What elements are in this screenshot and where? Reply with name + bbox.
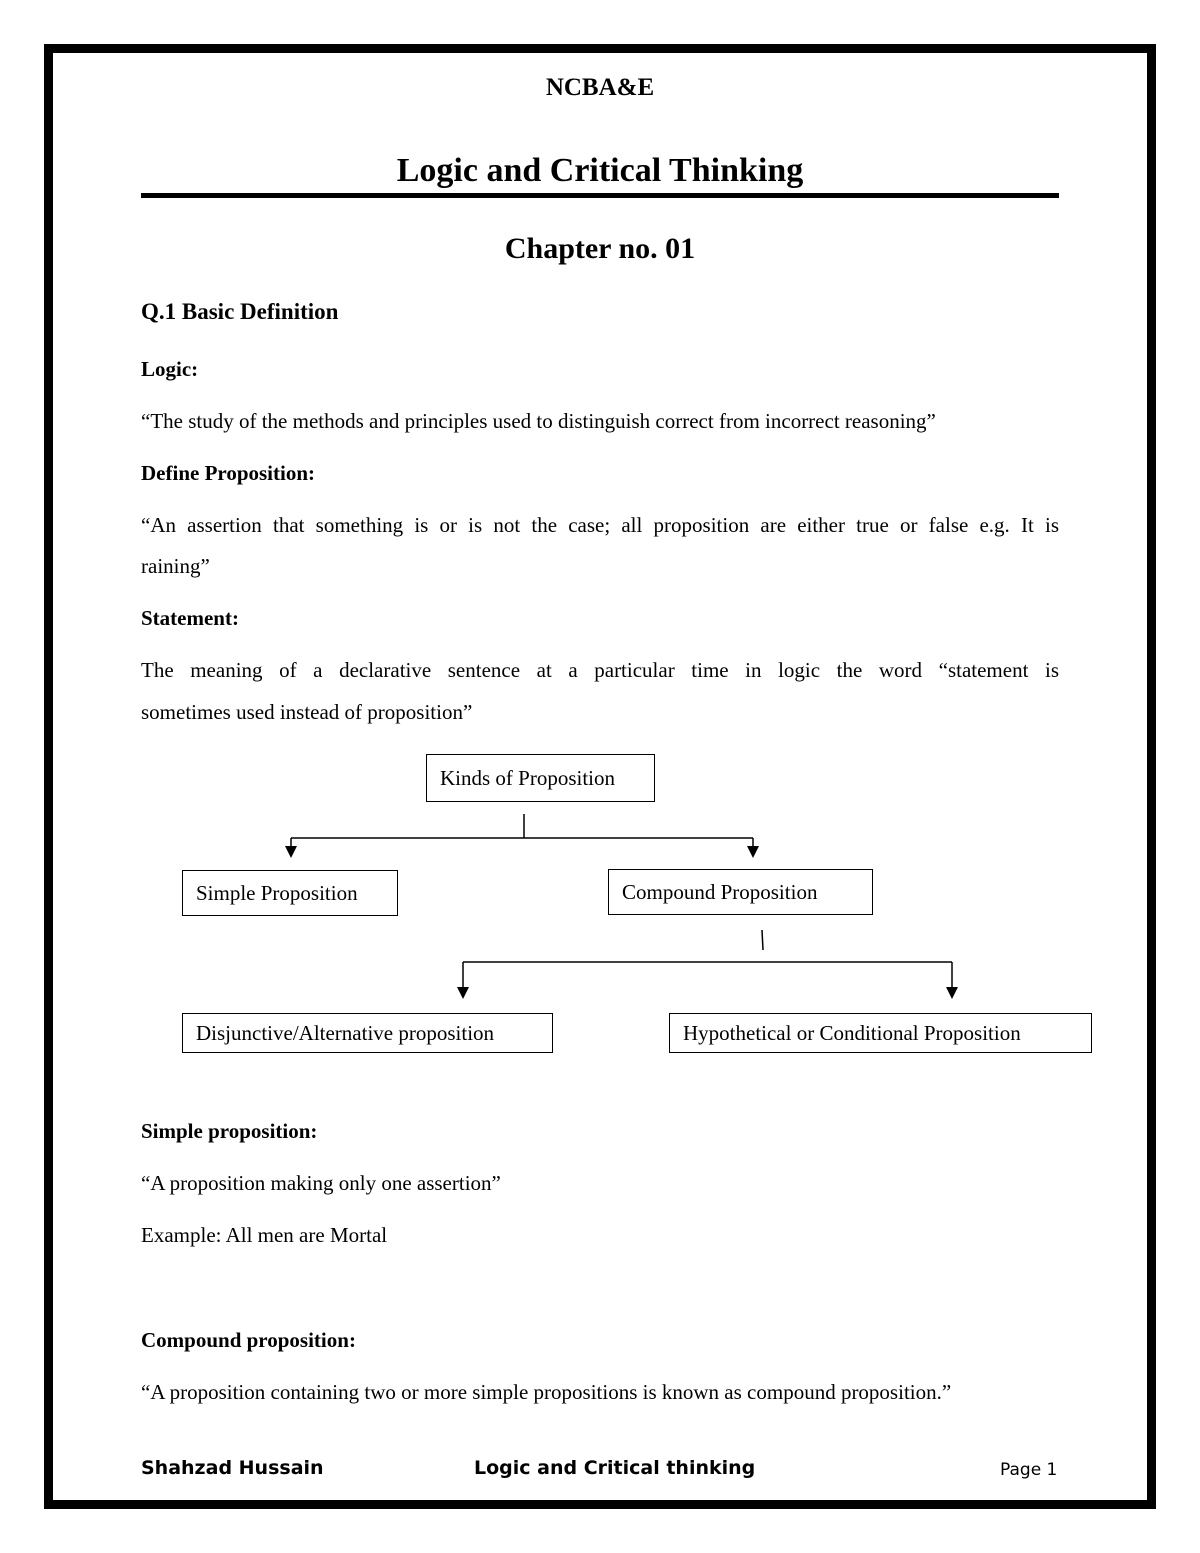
footer-subject: Logic and Critical thinking <box>474 1457 756 1479</box>
diagram-node-kinds-label: Kinds of Proposition <box>440 765 616 790</box>
logic-heading: Logic: <box>141 357 199 381</box>
diagram-node-hypothetical <box>669 1013 1092 1053</box>
statement-heading: Statement: <box>141 606 239 630</box>
institution-name: NCBA&E <box>545 74 655 101</box>
diagram-node-disjunctive-label: Disjunctive/Alternative proposition <box>196 1020 495 1045</box>
compound-arrowhead <box>747 846 759 858</box>
compound-proposition-heading: Compound proposition: <box>141 1328 356 1352</box>
simple-proposition-definition: “A proposition making only one assertion” <box>141 1171 501 1195</box>
document-title: Logic and Critical Thinking <box>396 152 804 189</box>
compound-stem-line <box>762 930 763 950</box>
statement-definition-line1: The meaning of a declarative sentence at a particular time in logic the word “statement is <box>141 658 1059 682</box>
diagram-node-compound-label: Compound Proposition <box>622 879 818 904</box>
diagram-node-hypothetical-label: Hypothetical or Conditional Proposition <box>683 1020 1021 1045</box>
proposition-definition-line2: raining” <box>141 554 210 578</box>
statement-definition-line2: sometimes used instead of proposition” <box>141 700 473 724</box>
question-heading: Q.1 Basic Definition <box>141 299 339 324</box>
logic-definition: “The study of the methods and principles used to distinguish correct from incorrect reasoning” <box>141 409 936 433</box>
diagram-node-compound <box>608 869 873 915</box>
diagram-node-simple-label: Simple Proposition <box>196 880 358 905</box>
diagram-node-simple <box>182 870 398 916</box>
hypothetical-arrowhead <box>946 987 958 999</box>
simple-proposition-example: Example: All men are Mortal <box>141 1223 388 1247</box>
simple-arrowhead <box>285 846 297 858</box>
diagram-node-kinds <box>426 754 655 802</box>
footer-author: Shahzad Hussain <box>141 1457 324 1479</box>
compound-proposition-definition: “A proposition containing two or more simple propositions is known as compound proposition.” <box>141 1380 952 1404</box>
chapter-title: Chapter no. 01 <box>504 232 696 265</box>
simple-proposition-heading: Simple proposition: <box>141 1119 318 1143</box>
proposition-definition-line1: “An assertion that something is or is not the case; all proposition are either true or false e.g. It is <box>141 513 1059 537</box>
disjunctive-arrowhead <box>457 987 469 999</box>
proposition-heading: Define Proposition: <box>141 461 316 485</box>
footer-page-number: Page 1 <box>1000 1460 1058 1480</box>
diagram-node-disjunctive <box>182 1013 553 1053</box>
